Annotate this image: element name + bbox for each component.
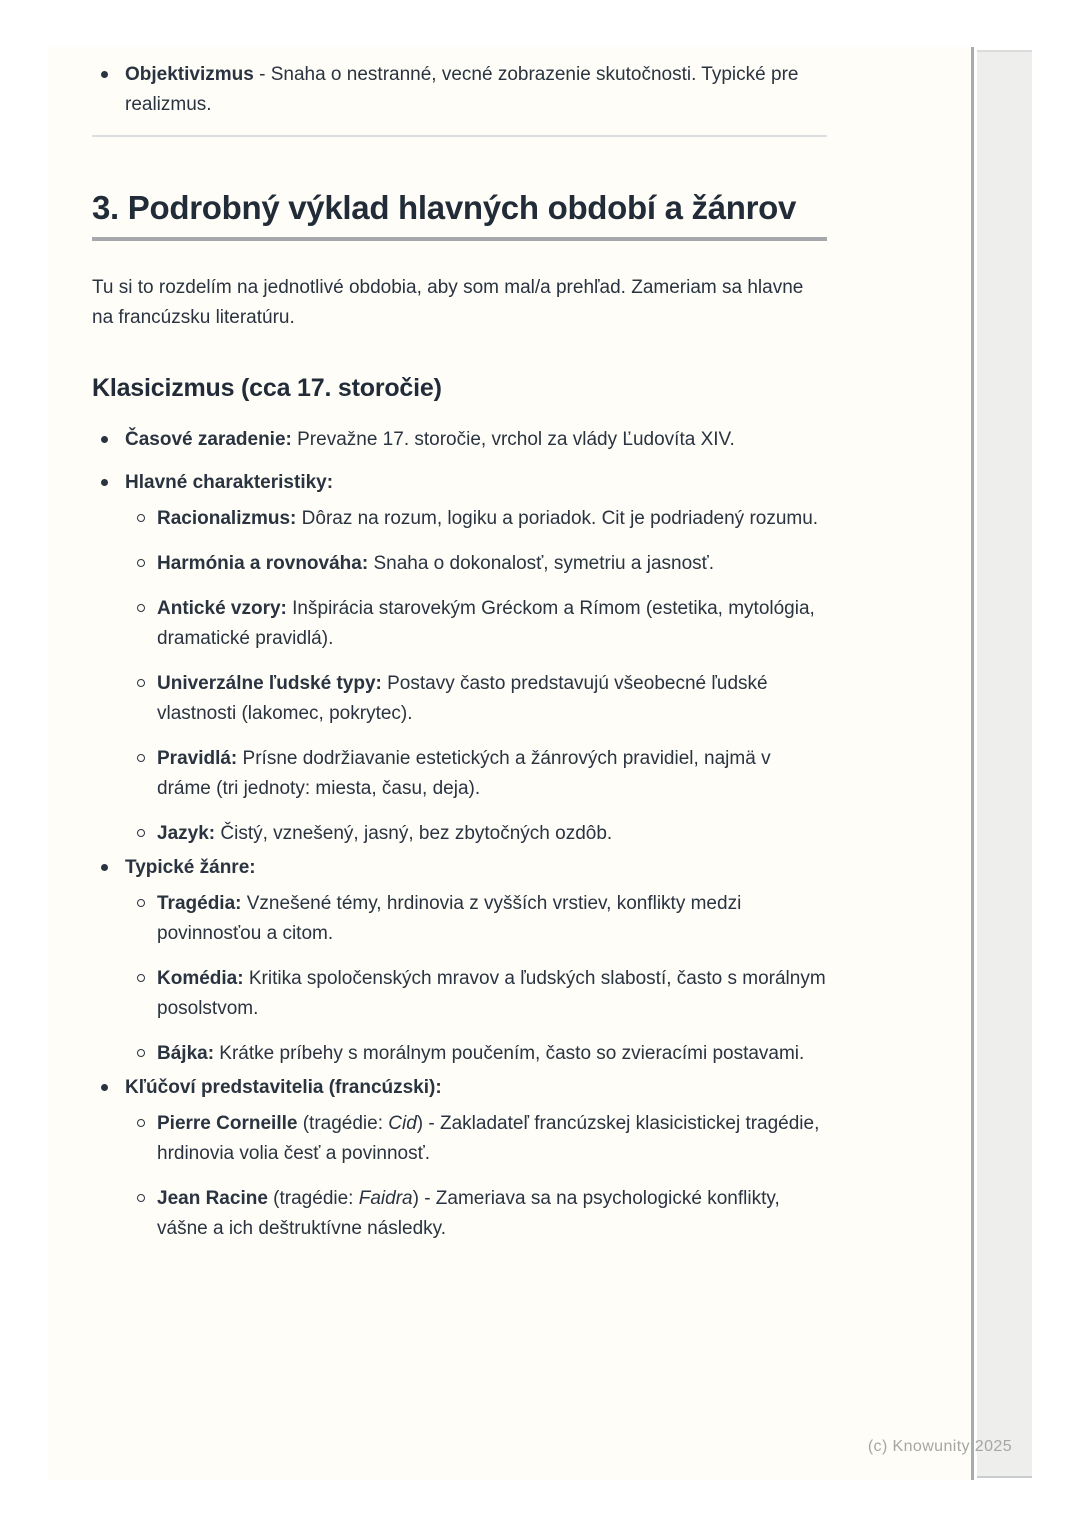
circle-bullet-icon bbox=[137, 679, 145, 687]
list-item-text bbox=[125, 425, 735, 455]
list-item bbox=[92, 60, 827, 120]
bullet-icon bbox=[101, 1084, 108, 1091]
section-heading: 3. Podrobný výklad hlavných období a žánrov bbox=[92, 189, 797, 226]
item-term: Tragédia: bbox=[157, 893, 242, 914]
nested-list bbox=[92, 1103, 827, 1244]
item-term: Jean Racine bbox=[157, 1188, 268, 1209]
circle-bullet-icon bbox=[137, 1194, 145, 1202]
bullet-marker bbox=[92, 1073, 125, 1103]
list-item bbox=[92, 468, 827, 498]
list-item-text bbox=[125, 1073, 442, 1103]
item-text: Vznešené témy, hrdinovia z vyšších vrstiev, konflikty medzi povinnosťou a citom. bbox=[157, 893, 742, 944]
list-item bbox=[125, 504, 827, 534]
circle-bullet-icon bbox=[137, 604, 145, 612]
list-item-text bbox=[157, 889, 827, 949]
document-page bbox=[48, 47, 974, 1480]
klasicizmus-list bbox=[92, 425, 827, 1244]
item-term: Objektivizmus bbox=[125, 64, 254, 85]
item-text: Inšpirácia starovekým Gréckom a Rímom (estetika, mytológia, dramatické pravidlá). bbox=[157, 598, 815, 649]
bullet-marker bbox=[92, 425, 125, 455]
circle-bullet-icon bbox=[137, 1049, 145, 1057]
bullet-icon bbox=[101, 436, 108, 443]
list-item-text bbox=[125, 853, 256, 883]
list-item bbox=[125, 819, 827, 849]
circle-bullet-icon bbox=[137, 754, 145, 762]
bullet-icon bbox=[101, 71, 108, 78]
list-item bbox=[125, 594, 827, 654]
circle-bullet-icon bbox=[137, 829, 145, 837]
heading-underline bbox=[92, 237, 827, 241]
circle-bullet-icon bbox=[137, 559, 145, 567]
item-text: Dôraz na rozum, logiku a poriadok. Cit je podriadený rozumu. bbox=[296, 508, 819, 529]
item-term: Komédia: bbox=[157, 968, 244, 989]
list-item bbox=[125, 889, 827, 949]
item-term: Univerzálne ľudské typy: bbox=[157, 673, 382, 694]
list-item-text bbox=[157, 744, 827, 804]
nested-list bbox=[92, 883, 827, 1069]
list-item bbox=[125, 549, 827, 579]
bullet-marker bbox=[125, 594, 157, 654]
list-item bbox=[92, 1073, 827, 1103]
item-term: Kľúčoví predstavitelia (francúzski): bbox=[125, 1077, 442, 1098]
item-text: ) - Zameriava sa na psychologické konflikty, vášne a ich deštruktívne následky. bbox=[157, 1188, 780, 1239]
item-text: Postavy často predstavujú všeobecné ľudské vlastnosti (lakomec, pokrytec). bbox=[157, 673, 768, 724]
bullet-marker bbox=[125, 504, 157, 534]
item-text: - Snaha o nestranné, vecné zobrazenie skutočnosti. Typické pre realizmus. bbox=[125, 64, 799, 115]
item-text: ) - Zakladateľ francúzskej klasicistickej tragédie, hrdinovia volia česť a povinnosť. bbox=[157, 1113, 820, 1164]
list-item-text bbox=[157, 549, 714, 579]
item-work-title: Faidra bbox=[358, 1188, 413, 1209]
list-item-group bbox=[92, 853, 827, 1069]
item-term: Jazyk: bbox=[157, 823, 216, 844]
top-bullet-list bbox=[92, 60, 827, 120]
list-item bbox=[125, 669, 827, 729]
bullet-marker bbox=[92, 853, 125, 883]
list-item-text bbox=[157, 1184, 827, 1244]
circle-bullet-icon bbox=[137, 899, 145, 907]
list-item-text bbox=[157, 819, 612, 849]
list-item-text bbox=[157, 669, 827, 729]
bullet-marker bbox=[125, 1184, 157, 1244]
section-divider bbox=[92, 135, 827, 137]
item-work-title: Cid bbox=[388, 1113, 417, 1134]
bullet-marker bbox=[125, 819, 157, 849]
item-term: Bájka: bbox=[157, 1043, 215, 1064]
list-item-text bbox=[125, 468, 333, 498]
bullet-marker bbox=[125, 744, 157, 804]
bullet-marker bbox=[125, 1109, 157, 1169]
list-item-text bbox=[157, 594, 827, 654]
section-intro: Tu si to rozdelím na jednotlivé obdobia, aby som mal/a prehľad. Zameriam sa hlavne na francúzsku literatúru. bbox=[92, 277, 804, 328]
bullet-marker bbox=[125, 889, 157, 949]
watermark: (c) Knowunity 2025 bbox=[867, 1438, 1012, 1455]
list-item-text bbox=[157, 504, 818, 534]
item-term: Racionalizmus: bbox=[157, 508, 297, 529]
list-item bbox=[92, 425, 827, 455]
bullet-marker bbox=[92, 60, 125, 120]
item-text: Prevažne 17. storočie, vrchol za vlády Ľudovíta XIV. bbox=[291, 429, 735, 450]
list-item bbox=[92, 853, 827, 883]
list-item bbox=[125, 744, 827, 804]
item-text: Kritika spoločenských mravov a ľudských slabostí, často s morálnym posolstvom. bbox=[157, 968, 826, 1019]
item-text: Snaha o dokonalosť, symetriu a jasnosť. bbox=[368, 553, 715, 574]
list-item-text bbox=[125, 60, 827, 120]
item-term: Antické vzory: bbox=[157, 598, 287, 619]
nested-list bbox=[92, 498, 827, 849]
circle-bullet-icon bbox=[137, 514, 145, 522]
circle-bullet-icon bbox=[137, 974, 145, 982]
list-item bbox=[125, 1109, 827, 1169]
item-text: (tragédie: bbox=[297, 1113, 389, 1134]
item-term: Harmónia a rovnováha: bbox=[157, 553, 369, 574]
bullet-marker bbox=[125, 964, 157, 1024]
list-item-group bbox=[92, 468, 827, 849]
item-term: Časové zaradenie: bbox=[125, 429, 292, 450]
next-page-edge bbox=[977, 50, 1032, 1478]
list-item bbox=[125, 1184, 827, 1244]
item-text: Krátke príbehy s morálnym poučením, často so zvieracími postavami. bbox=[214, 1043, 805, 1064]
item-text: Prísne dodržiavanie estetických a žánrových pravidiel, najmä v dráme (tri jednoty: miesta, času, deja). bbox=[157, 748, 771, 799]
list-item bbox=[125, 964, 827, 1024]
list-item-text bbox=[157, 1039, 804, 1069]
item-term: Pierre Corneille bbox=[157, 1113, 298, 1134]
list-item-group bbox=[92, 1073, 827, 1244]
bullet-icon bbox=[101, 864, 108, 871]
list-item-text bbox=[157, 964, 827, 1024]
bullet-icon bbox=[101, 479, 108, 486]
item-term: Pravidlá: bbox=[157, 748, 238, 769]
list-item-text bbox=[157, 1109, 827, 1169]
bullet-marker bbox=[92, 468, 125, 498]
circle-bullet-icon bbox=[137, 1119, 145, 1127]
list-item bbox=[125, 1039, 827, 1069]
item-text: (tragédie: bbox=[267, 1188, 359, 1209]
item-text: Čistý, vznešený, jasný, bez zbytočných ozdôb. bbox=[215, 823, 613, 844]
bullet-marker bbox=[125, 669, 157, 729]
page-content bbox=[48, 47, 827, 1244]
item-term: Hlavné charakteristiky: bbox=[125, 472, 334, 493]
item-term: Typické žánre: bbox=[125, 857, 256, 878]
bullet-marker bbox=[125, 1039, 157, 1069]
subsection-heading: Klasicizmus (cca 17. storočie) bbox=[92, 374, 442, 402]
bullet-marker bbox=[125, 549, 157, 579]
